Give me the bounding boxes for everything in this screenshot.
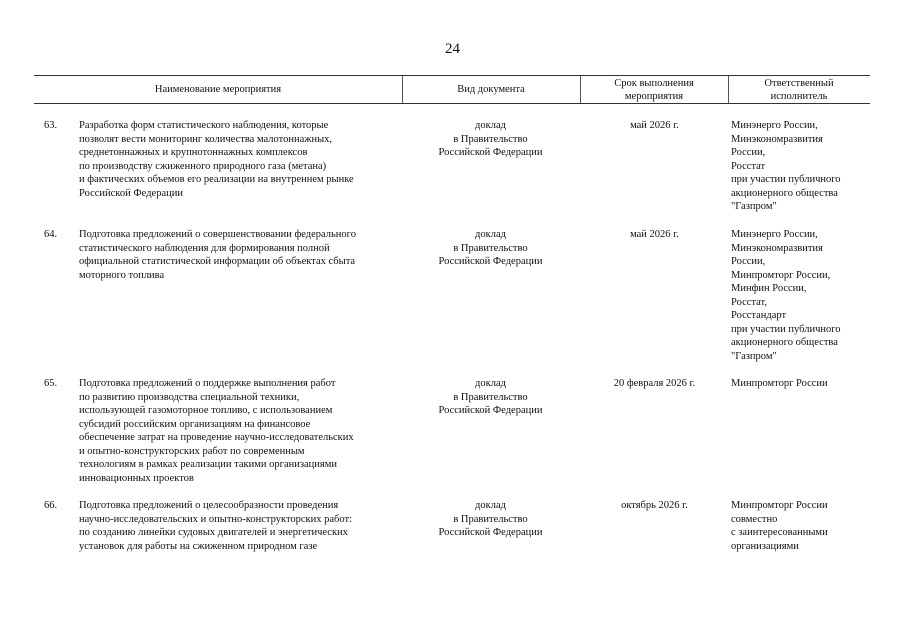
row-resp-line: Минпромторг России — [731, 500, 828, 511]
row-name-line: позволят вести мониторинг количества малотоннажных, — [79, 133, 333, 145]
row-resp-line: акционерного общества — [731, 337, 838, 348]
row-doc-line: доклад — [475, 120, 506, 131]
row-name-line: Подготовка предложений о совершенствовании федерального — [79, 229, 356, 240]
header-term — [580, 76, 728, 103]
row-resp-line: организациями — [731, 540, 799, 552]
row-doc-line: в Правительство — [453, 242, 528, 254]
row-resp-line: "Газпром" — [731, 350, 777, 362]
row-doc-line: доклад — [475, 229, 506, 240]
row-name-line: научно-исследовательских и опытно-конструкторских работ: — [79, 513, 353, 525]
row-name-line: среднетоннажных и крупнотоннажных комплексов — [79, 147, 308, 158]
row-doc-line: доклад — [475, 500, 506, 511]
row-responsible — [731, 377, 881, 391]
row-term: октябрь 2026 г. — [621, 500, 688, 511]
row-responsible — [731, 228, 881, 363]
table-header-rule — [34, 103, 870, 104]
row-term: май 2026 г. — [630, 120, 679, 131]
row-resp-line: акционерного общества — [731, 187, 838, 199]
row-name-line: использующей газомоторное топливо, с использованием — [79, 405, 333, 416]
header-responsible-line: исполнитель — [770, 90, 828, 102]
header-doc-type — [402, 76, 580, 103]
row-resp-line: с заинтересованными — [731, 527, 828, 538]
row-name-line: установок для работы на сжиженном природном газе — [79, 540, 318, 552]
row-doc-line: Российской Федерации — [438, 256, 543, 267]
row-name-line: по развитию производства специальной техники, — [79, 391, 300, 403]
row-name-line: моторного топлива — [79, 269, 165, 281]
row-resp-line: Минэнерго России, — [731, 120, 818, 131]
row-name-line: Подготовка предложений о целесообразности проведения — [79, 500, 339, 511]
header-term-line: Срок выполнения — [614, 77, 694, 89]
row-doc-type — [403, 228, 578, 269]
row-name — [79, 377, 397, 485]
row-name-line: Российской Федерации — [79, 187, 183, 199]
row-name-line: по производству сжиженного природного газа (метана) — [79, 160, 327, 172]
row-number: 63. — [44, 120, 58, 131]
row-doc-type — [403, 499, 578, 540]
header-name-label: Наименование мероприятия — [154, 84, 282, 95]
row-number: 64. — [44, 229, 58, 240]
page-number: 24 — [445, 41, 460, 57]
row-resp-line: Минфин России, — [731, 283, 807, 294]
row-doc-line: в Правительство — [453, 391, 528, 403]
row-name-line: официальной статистической информации об объектах сбыта — [79, 256, 356, 267]
row-resp-line: при участии публичного — [731, 174, 841, 185]
row-name-line: Разработка форм статистического наблюдения, которые — [79, 120, 329, 131]
row-resp-line: Минэкономразвития — [731, 133, 823, 145]
row-name — [79, 499, 397, 553]
row-name-line: обеспечение затрат на проведение научно-исследовательских — [79, 432, 354, 443]
row-resp-line: Минэкономразвития — [731, 242, 823, 254]
row-resp-line: Минпромторг России, — [731, 269, 831, 281]
row-name — [79, 119, 397, 200]
row-doc-line: Российской Федерации — [438, 405, 543, 416]
row-resp-line: Росстандарт — [731, 310, 787, 321]
header-doc-type-label: Вид документа — [457, 84, 525, 95]
row-resp-line: Росстат — [731, 160, 766, 172]
row-term: май 2026 г. — [630, 229, 679, 240]
row-number: 65. — [44, 378, 58, 389]
row-name-line: и опытно-конструкторских работ по современным — [79, 445, 305, 457]
row-name-line: и фактических объемов его реализации на внутреннем рынке — [79, 174, 354, 185]
row-doc-type — [403, 377, 578, 418]
row-name-line: Подготовка предложений о поддержке выполнения работ — [79, 378, 336, 389]
row-name-line: технологиям в рамках реализации такими организациями — [79, 459, 337, 470]
header-name — [34, 76, 402, 103]
row-doc-line: в Правительство — [453, 133, 528, 145]
row-name-line: инновационных проектов — [79, 472, 194, 484]
row-doc-line: Российской Федерации — [438, 147, 543, 158]
row-responsible — [731, 499, 881, 553]
row-resp-line: Минпромторг России — [731, 378, 828, 389]
row-name-line: по созданию линейки судовых двигателей и энергетических — [79, 527, 348, 538]
row-responsible — [731, 119, 881, 214]
row-resp-line: Росстат, — [731, 296, 767, 308]
row-number: 66. — [44, 500, 58, 511]
row-resp-line: России, — [731, 256, 766, 267]
row-resp-line: совместно — [731, 513, 778, 525]
header-responsible-line: Ответственный — [764, 77, 834, 89]
row-doc-line: доклад — [475, 378, 506, 389]
row-doc-type — [403, 119, 578, 160]
header-responsible — [728, 76, 870, 103]
header-term-line: мероприятия — [624, 90, 684, 102]
row-resp-line: "Газпром" — [731, 201, 777, 212]
row-term: 20 февраля 2026 г. — [613, 378, 696, 389]
row-resp-line: при участии публичного — [731, 323, 841, 335]
row-name-line: статистического наблюдения для формирования полной — [79, 242, 330, 254]
row-doc-line: Российской Федерации — [438, 527, 543, 538]
row-name — [79, 228, 397, 282]
row-doc-line: в Правительство — [453, 513, 528, 525]
row-name-line: субсидий российским организациям на финансовое — [79, 418, 311, 430]
row-resp-line: Минэнерго России, — [731, 229, 818, 240]
row-resp-line: России, — [731, 147, 766, 158]
